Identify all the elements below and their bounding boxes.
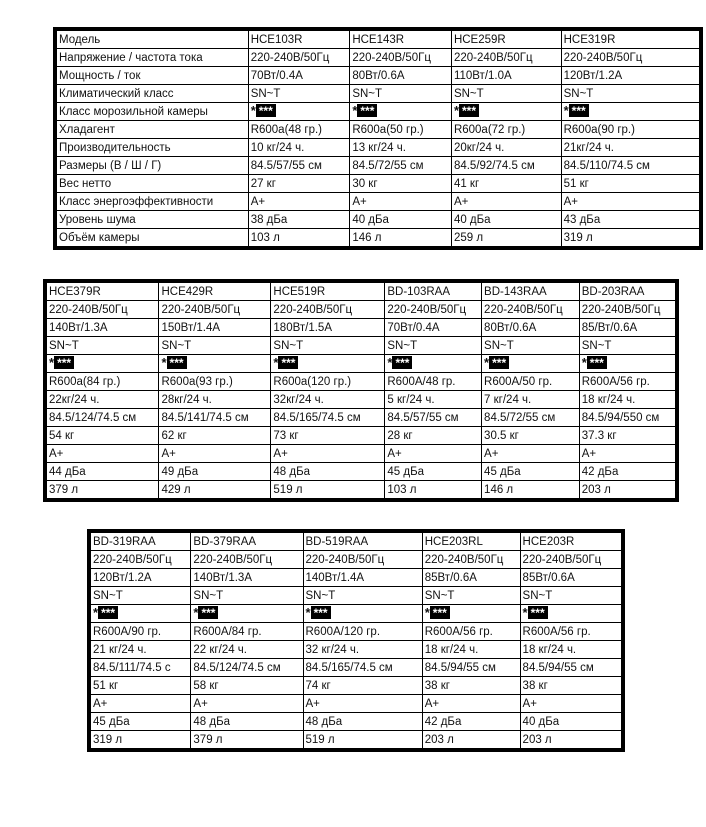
spec-row-power (45, 301, 677, 319)
cell-capacity: 20кг/24 ч. (451, 139, 561, 157)
freezer-rating-icon: * *** (352, 104, 377, 117)
cell-noise: 48 дБа (303, 713, 422, 731)
cell-climate: SN~T (561, 85, 701, 103)
freezer-rating-icon: * *** (523, 606, 548, 619)
cell-capacity: 10 кг/24 ч. (248, 139, 350, 157)
spec-row-freezer (45, 355, 677, 373)
row-label: Мощность / ток (55, 67, 248, 85)
cell-capacity: 18 кг/24 ч. (520, 641, 623, 659)
cell-noise: 42 дБа (579, 463, 677, 481)
freezer-rating-icon: * *** (564, 104, 589, 117)
cell-model: BD-379RAA (191, 531, 303, 551)
cell-consumption: 80Вт/0.6А (482, 319, 580, 337)
cell-capacity: 28кг/24 ч. (159, 391, 271, 409)
spec-row-power (89, 551, 623, 569)
freezer-rating-icon: * *** (425, 606, 450, 619)
cell-weight: 62 кг (159, 427, 271, 445)
cell-power: 220-240В/50Гц (89, 551, 191, 569)
freezer-rating-icon: * *** (387, 356, 412, 369)
cell-consumption: 140Вт/1.3А (45, 319, 159, 337)
spec-row-volume (55, 229, 701, 249)
spec-row-model (45, 281, 677, 301)
cell-freezer (89, 605, 191, 623)
spec-row-volume (45, 481, 677, 501)
cell-capacity: 32 кг/24 ч. (303, 641, 422, 659)
cell-energy: A+ (45, 445, 159, 463)
freezer-rating-icon: * *** (251, 104, 276, 117)
cell-climate: SN~T (45, 337, 159, 355)
cell-noise: 38 дБа (248, 211, 350, 229)
cell-size: 84.5/94/550 см (579, 409, 677, 427)
cell-power: 220-240В/50Гц (191, 551, 303, 569)
cell-size: 84.5/57/55 см (248, 157, 350, 175)
spec-row-consumption (89, 569, 623, 587)
cell-energy: A+ (579, 445, 677, 463)
cell-size: 84.5/92/74.5 см (451, 157, 561, 175)
cell-consumption: 80Вт/0.6А (350, 67, 452, 85)
cell-freezer (350, 103, 452, 121)
cell-freezer (482, 355, 580, 373)
cell-freezer (45, 355, 159, 373)
freezer-rating-icon: * *** (273, 356, 298, 369)
spec-row-model (55, 29, 701, 49)
cell-noise: 44 дБа (45, 463, 159, 481)
cell-volume: 146 л (350, 229, 452, 249)
cell-size: 84.5/72/55 см (482, 409, 580, 427)
spec-row-noise (89, 713, 623, 731)
cell-refrigerant: R600A/48 гр. (385, 373, 482, 391)
cell-consumption: 70Вт/0.4А (248, 67, 350, 85)
spec-row-weight (89, 677, 623, 695)
cell-volume: 146 л (482, 481, 580, 501)
freezer-rating-icon: * *** (582, 356, 607, 369)
cell-model: HCE143R (350, 29, 452, 49)
freezer-rating-icon: * *** (484, 356, 509, 369)
cell-power: 220-240В/50Гц (422, 551, 520, 569)
cell-freezer (520, 605, 623, 623)
cell-capacity: 21кг/24 ч. (561, 139, 701, 157)
cell-refrigerant: R600a(84 гр.) (45, 373, 159, 391)
cell-volume: 519 л (271, 481, 385, 501)
cell-weight: 30.5 кг (482, 427, 580, 445)
cell-size: 84.5/165/74.5 см (303, 659, 422, 677)
cell-power: 220-240В/50Гц (159, 301, 271, 319)
cell-refrigerant: R600a(50 гр.) (350, 121, 452, 139)
cell-consumption: 140Вт/1.4А (303, 569, 422, 587)
cell-size: 84.5/94/55 см (422, 659, 520, 677)
spec-row-refrigerant (45, 373, 677, 391)
cell-consumption: 85Вт/0.6А (520, 569, 623, 587)
spec-table-1 (53, 27, 703, 250)
cell-refrigerant: R600A/56 гр. (520, 623, 623, 641)
spec-row-refrigerant (55, 121, 701, 139)
spec-row-consumption (45, 319, 677, 337)
cell-volume: 259 л (451, 229, 561, 249)
cell-size: 84.5/141/74.5 см (159, 409, 271, 427)
cell-climate: SN~T (191, 587, 303, 605)
cell-weight: 27 кг (248, 175, 350, 193)
cell-climate: SN~T (350, 85, 452, 103)
spec-row-weight (45, 427, 677, 445)
cell-freezer (303, 605, 422, 623)
spec-row-energy (55, 193, 701, 211)
cell-model: HCE259R (451, 29, 561, 49)
cell-power: 220-240В/50Гц (45, 301, 159, 319)
spec-row-volume (89, 731, 623, 751)
cell-consumption: 85/Вт/0.6А (579, 319, 677, 337)
cell-energy: A+ (350, 193, 452, 211)
cell-refrigerant: R600a(72 гр.) (451, 121, 561, 139)
cell-size: 84.5/111/74.5 с (89, 659, 191, 677)
cell-noise: 49 дБа (159, 463, 271, 481)
cell-refrigerant: R600A/84 гр. (191, 623, 303, 641)
cell-volume: 203 л (520, 731, 623, 751)
spec-row-noise (45, 463, 677, 481)
cell-capacity: 13 кг/24 ч. (350, 139, 452, 157)
row-label: Производительность (55, 139, 248, 157)
cell-size: 84.5/124/74.5 см (45, 409, 159, 427)
cell-power: 220-240В/50Гц (579, 301, 677, 319)
cell-consumption: 150Вт/1.4А (159, 319, 271, 337)
cell-refrigerant: R600a(90 гр.) (561, 121, 701, 139)
cell-noise: 45 дБа (385, 463, 482, 481)
cell-energy: A+ (191, 695, 303, 713)
cell-power: 220-240В/50Гц (451, 49, 561, 67)
cell-volume: 379 л (45, 481, 159, 501)
cell-volume: 319 л (89, 731, 191, 751)
spec-row-consumption (55, 67, 701, 85)
cell-energy: A+ (303, 695, 422, 713)
spec-row-capacity (55, 139, 701, 157)
freezer-rating-icon: * *** (49, 356, 74, 369)
spec-row-freezer (89, 605, 623, 623)
cell-power: 220-240В/50Гц (561, 49, 701, 67)
cell-weight: 51 кг (561, 175, 701, 193)
spec-row-size (89, 659, 623, 677)
cell-climate: SN~T (579, 337, 677, 355)
cell-model: HCE319R (561, 29, 701, 49)
freezer-rating-icon: * *** (454, 104, 479, 117)
spec-row-energy (45, 445, 677, 463)
cell-weight: 54 кг (45, 427, 159, 445)
cell-energy: A+ (385, 445, 482, 463)
cell-climate: SN~T (451, 85, 561, 103)
cell-size: 84.5/72/55 см (350, 157, 452, 175)
cell-refrigerant: R600a(48 гр.) (248, 121, 350, 139)
cell-noise: 45 дБа (482, 463, 580, 481)
cell-consumption: 110Вт/1.0А (451, 67, 561, 85)
cell-refrigerant: R600A/90 гр. (89, 623, 191, 641)
cell-freezer (248, 103, 350, 121)
row-label: Класс энергоэффективности (55, 193, 248, 211)
cell-noise: 40 дБа (520, 713, 623, 731)
cell-weight: 38 кг (422, 677, 520, 695)
cell-freezer (422, 605, 520, 623)
cell-climate: SN~T (303, 587, 422, 605)
cell-refrigerant: R600A/50 гр. (482, 373, 580, 391)
row-label: Уровень шума (55, 211, 248, 229)
cell-capacity: 18 кг/24 ч. (422, 641, 520, 659)
cell-power: 220-240В/50Гц (271, 301, 385, 319)
cell-noise: 40 дБа (451, 211, 561, 229)
cell-energy: A+ (422, 695, 520, 713)
cell-consumption: 180Вт/1.5А (271, 319, 385, 337)
cell-volume: 103 л (248, 229, 350, 249)
spec-row-weight (55, 175, 701, 193)
freezer-rating-icon: * *** (93, 606, 118, 619)
row-label: Объём камеры (55, 229, 248, 249)
cell-model: HCE103R (248, 29, 350, 49)
cell-volume: 319 л (561, 229, 701, 249)
cell-power: 220-240В/50Гц (248, 49, 350, 67)
cell-consumption: 120Вт/1.2А (561, 67, 701, 85)
cell-energy: A+ (271, 445, 385, 463)
cell-consumption: 85Вт/0.6А (422, 569, 520, 587)
cell-capacity: 5 кг/24 ч. (385, 391, 482, 409)
cell-weight: 37.3 кг (579, 427, 677, 445)
cell-consumption: 120Вт/1.2А (89, 569, 191, 587)
spec-row-model (89, 531, 623, 551)
cell-size: 84.5/165/74.5 см (271, 409, 385, 427)
cell-model: BD-519RAA (303, 531, 422, 551)
cell-capacity: 21 кг/24 ч. (89, 641, 191, 659)
cell-weight: 58 кг (191, 677, 303, 695)
cell-freezer (579, 355, 677, 373)
cell-climate: SN~T (159, 337, 271, 355)
row-label: Напряжение / частота тока (55, 49, 248, 67)
spec-row-refrigerant (89, 623, 623, 641)
cell-refrigerant: R600a(120 гр.) (271, 373, 385, 391)
cell-noise: 45 дБа (89, 713, 191, 731)
cell-energy: A+ (561, 193, 701, 211)
spec-row-energy (89, 695, 623, 713)
cell-freezer (271, 355, 385, 373)
cell-weight: 74 кг (303, 677, 422, 695)
spec-row-climate (45, 337, 677, 355)
cell-climate: SN~T (385, 337, 482, 355)
cell-volume: 203 л (422, 731, 520, 751)
cell-freezer (191, 605, 303, 623)
spec-row-capacity (89, 641, 623, 659)
cell-noise: 48 дБа (191, 713, 303, 731)
spec-row-size (45, 409, 677, 427)
spec-row-power (55, 49, 701, 67)
cell-noise: 42 дБа (422, 713, 520, 731)
cell-power: 220-240В/50Гц (350, 49, 452, 67)
cell-size: 84.5/110/74.5 см (561, 157, 701, 175)
cell-volume: 519 л (303, 731, 422, 751)
cell-refrigerant: R600A/56 гр. (422, 623, 520, 641)
cell-weight: 41 кг (451, 175, 561, 193)
cell-freezer (385, 355, 482, 373)
spec-row-size (55, 157, 701, 175)
cell-climate: SN~T (422, 587, 520, 605)
cell-climate: SN~T (89, 587, 191, 605)
spec-table-3 (87, 529, 625, 752)
cell-consumption: 140Вт/1.3А (191, 569, 303, 587)
spec-row-freezer (55, 103, 701, 121)
cell-volume: 379 л (191, 731, 303, 751)
cell-energy: A+ (482, 445, 580, 463)
spec-row-climate (55, 85, 701, 103)
cell-freezer (561, 103, 701, 121)
cell-model: HCE519R (271, 281, 385, 301)
row-label: Хладагент (55, 121, 248, 139)
row-label: Класс морозильной камеры (55, 103, 248, 121)
cell-freezer (451, 103, 561, 121)
cell-climate: SN~T (520, 587, 623, 605)
cell-model: BD-319RAA (89, 531, 191, 551)
cell-weight: 30 кг (350, 175, 452, 193)
spec-row-capacity (45, 391, 677, 409)
cell-freezer (159, 355, 271, 373)
cell-model: BD-203RAA (579, 281, 677, 301)
cell-energy: A+ (248, 193, 350, 211)
spec-table-2 (43, 279, 679, 502)
cell-capacity: 22 кг/24 ч. (191, 641, 303, 659)
cell-power: 220-240В/50Гц (482, 301, 580, 319)
cell-refrigerant: R600a(93 гр.) (159, 373, 271, 391)
row-label: Климатический класс (55, 85, 248, 103)
cell-energy: A+ (520, 695, 623, 713)
cell-weight: 28 кг (385, 427, 482, 445)
cell-climate: SN~T (482, 337, 580, 355)
cell-power: 220-240В/50Гц (520, 551, 623, 569)
cell-power: 220-240В/50Гц (385, 301, 482, 319)
freezer-rating-icon: * *** (193, 606, 218, 619)
cell-energy: A+ (451, 193, 561, 211)
row-label: Модель (55, 29, 248, 49)
cell-capacity: 18 кг/24 ч. (579, 391, 677, 409)
cell-model: HCE203RL (422, 531, 520, 551)
freezer-rating-icon: * *** (161, 356, 186, 369)
cell-size: 84.5/124/74.5 см (191, 659, 303, 677)
cell-noise: 43 дБа (561, 211, 701, 229)
cell-weight: 51 кг (89, 677, 191, 695)
spec-row-climate (89, 587, 623, 605)
row-label: Вес нетто (55, 175, 248, 193)
cell-capacity: 7 кг/24 ч. (482, 391, 580, 409)
cell-capacity: 32кг/24 ч. (271, 391, 385, 409)
cell-climate: SN~T (248, 85, 350, 103)
cell-noise: 48 дБа (271, 463, 385, 481)
cell-volume: 103 л (385, 481, 482, 501)
cell-model: HCE379R (45, 281, 159, 301)
cell-energy: A+ (89, 695, 191, 713)
cell-model: BD-143RAA (482, 281, 580, 301)
cell-capacity: 22кг/24 ч. (45, 391, 159, 409)
freezer-rating-icon: * *** (306, 606, 331, 619)
cell-noise: 40 дБа (350, 211, 452, 229)
cell-power: 220-240В/50Гц (303, 551, 422, 569)
cell-refrigerant: R600A/120 гр. (303, 623, 422, 641)
cell-model: HCE429R (159, 281, 271, 301)
cell-model: BD-103RAA (385, 281, 482, 301)
cell-size: 84.5/94/55 см (520, 659, 623, 677)
row-label: Размеры (В / Ш / Г) (55, 157, 248, 175)
cell-weight: 38 кг (520, 677, 623, 695)
cell-consumption: 70Вт/0.4А (385, 319, 482, 337)
cell-refrigerant: R600A/56 гр. (579, 373, 677, 391)
cell-volume: 203 л (579, 481, 677, 501)
cell-volume: 429 л (159, 481, 271, 501)
spec-row-noise (55, 211, 701, 229)
cell-model: HCE203R (520, 531, 623, 551)
cell-weight: 73 кг (271, 427, 385, 445)
cell-energy: A+ (159, 445, 271, 463)
cell-climate: SN~T (271, 337, 385, 355)
cell-size: 84.5/57/55 см (385, 409, 482, 427)
